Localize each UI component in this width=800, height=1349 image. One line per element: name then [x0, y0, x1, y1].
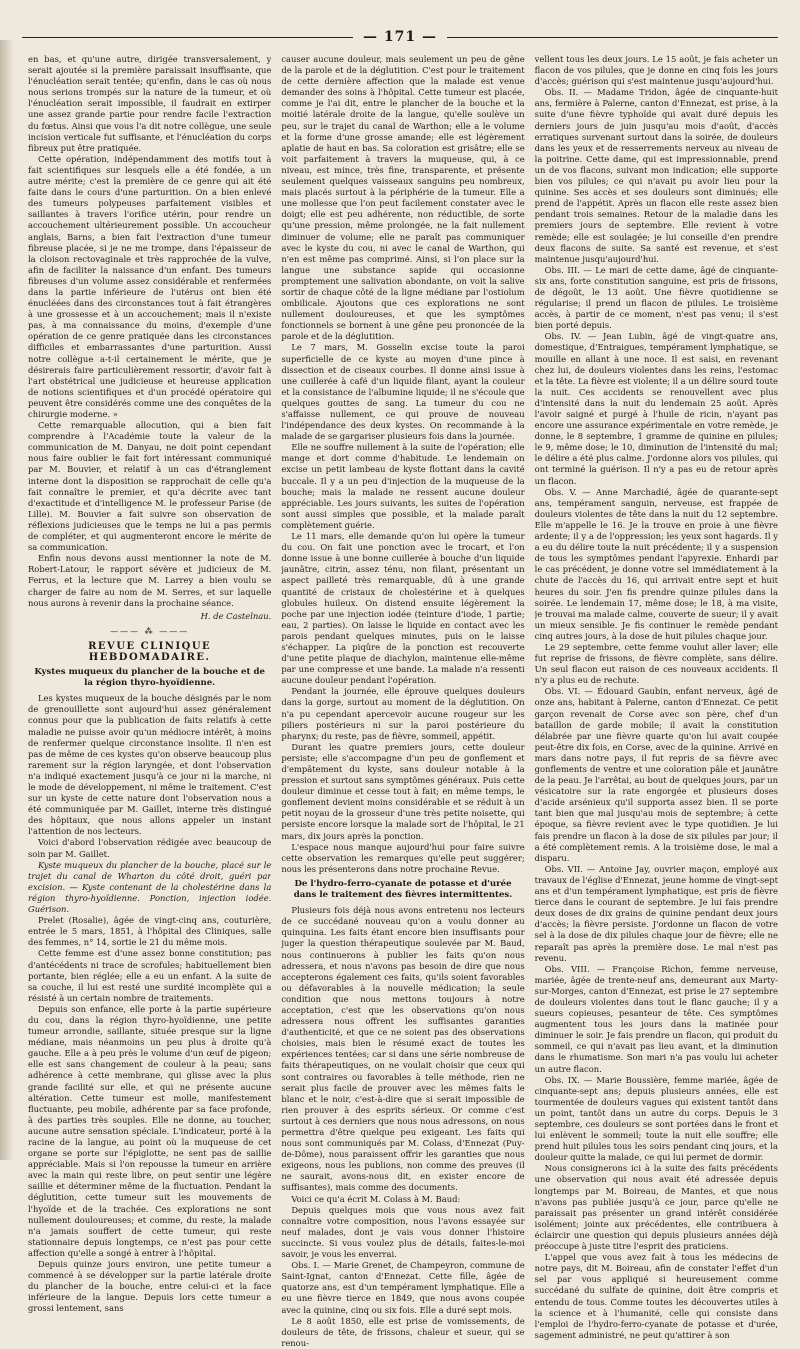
paragraph: Obs. I. — Marie Grenet, de Champeyron, commune de Saint-Ignat, canton d'Ennezat. Cette fille, âgée de quatorze ans, est d'un tempérament lymphatique. Elle a eu une fièvre tierce en 1849, que nous avons coupée avec la quinine, cinq ou six fois. Elle a duré sept mois. — [281, 1260, 525, 1315]
paragraph: Cette remarquable allocution, qui a bien fait comprendre à l'Académie toute la valeur de la communication de M. Danyau, ne doit point cependant nous faire oublier le fait fort intéressant communiqué par M. Bouvier, et relatif à un cas d'étranglement interne dont la disposition se rapprochait de celle qu'a fait connaître le premier, et qu'a décrite avec tant d'exactitude et d'intelligence M. le professeur Parise (de Lille). M. Bouvier a fait suivre son observation de réflexions judicieuses que le temps ne lui a pas permis de compléter, et qui augmenteront encore le mérite de sa communication. — [28, 420, 272, 553]
page-binding-shadow — [0, 40, 14, 1160]
paragraph: Elle ne souffre nullement à la suite de l'opération; elle mange et dort comme d'habitude. Le lendemain on excise un petit lambeau de kyste flottant dans la cavité buccale. Il y a un peu d'injection de la muqueuse de la bouche; mais la malade ne ressent aucune douleur appréciable. Les jours suivants, les suites de l'opération sont aussi simples que possible, et la malade paraît complètement guérie. — [281, 442, 525, 530]
column-left — [12, 54, 271, 1349]
paragraph: Nous consignerons ici à la suite des faits précédents une observation qui nous avait été adressée depuis longtemps par M. Boireau, de Mantes, et que nous n'avons pas publiée jusqu'à ce jour, parce qu'elle ne paraissait pas présenter un grand intérêt considérée isolément; jointe aux précédentes, elle contribuera à éclaircir une question qui depuis plusieurs années déjà préoccupe à juste titre l'esprit des praticiens. — [534, 1163, 778, 1252]
paragraph: en bas, et qu'une autre, dirigée transversalement, y serait ajoutée si la première paraissait insuffisante, que l'énucléation serait tentée; qu'enfin, dans le cas où nous nous serions trompés sur la nature de la tumeur, et où l'énucléation serait impossible, il faudrait en extirper une assez grande partie pour rendre facile l'extraction du fœtus. Ainsi que vous l'a dit notre collègue, une seule incision verticale fut suffisante, et l'énucléation du corps fibreux put être pratiquée. — [28, 54, 272, 153]
paragraph: L'appel que vous avez fait à tous les médecins de notre pays, dit M. Boireau, afin de constater l'effet d'un sel par vous appliqué si heureusement comme succédané du sulfate de quinine, doit être compris et entendu de tous. Comme toutes les découvertes utiles à la science et à l'humanité, celle qui consiste dans l'emploi de l'hydro-ferro-cyanate de potasse et d'urée, sagement administré, ne peut qu'attirer à son — [534, 1252, 778, 1340]
paragraph: Obs. IX. — Marie Boussière, femme mariée, âgée de cinquante-sept ans; depuis plusieurs années, elle est tourmentée de douleurs vagues qui existent tantôt dans un point, tantôt dans un autre du corps. Depuis le 3 septembre, ces douleurs se sont portées dans le front et lui enlèvent le sommeil; toute la nuit elle souffre; elle prend huit pilules tous les soirs pendant cinq jours, et la douleur quitte la malade, ce qui lui permet de dormir. — [534, 1074, 778, 1163]
paragraph: Depuis quelques mois que vous nous avez fait connaître votre composition, nous l'avons essayée sur neuf malades, dont je vais vous donner l'histoire succincte. Si vous voulez plus de détails, faites-le-moi savoir, je vous les enverrai. — [281, 1204, 525, 1260]
paragraph: Enfin nous devons aussi mentionner la note de M. Robert-Latour, le rapport sévère et judicieux de M. Ferrus, et la lecture que M. Larrey a bien voulu se charger de faire au nom de M. Serres, et sur laquelle nous aurons à revenir dans la prochaine séance. — [28, 553, 272, 608]
paragraph: Obs. III. — Le mari de cette dame, âgé de cinquante-six ans, forte constitution sanguine, est pris de frissons, de dégoût, le 13 août. Une fièvre quotidienne se régularise; il prend un flacon de pilules. Le troisième accès, à partir de ce moment, n'est pas venu; il s'est bien porté depuis. — [534, 264, 778, 331]
paragraph: Obs. VII. — Antoine Jay, ouvrier maçon, employé aux travaux de l'église d'Ennezat, jeune homme de vingt-sept ans et d'un tempérament lymphatique, est pris de fièvre tierce dans le courant de septembre. Je lui fais prendre deux doses de dix grains de quinine pendant deux jours d'accès; la fièvre persiste. J'ordonne un flacon de votre sel à la dose de dix pilules chaque jour de fièvre; elle ne reparaît pas après la première dose. Le mal n'est pas revenu. — [534, 863, 778, 963]
article-title: De l'hydro-ferro-cyanate de potasse et d'urée dans le traitement des fièvres intermittentes. — [293, 878, 513, 900]
section-ornament: ——— ⁂ ——— — [110, 626, 190, 636]
paragraph: Cette femme est d'une assez bonne constitution; pas d'antécédents ni trace de scrofules; habituellement bien portante, bien réglée; elle a eu un enfant. A la suite de sa couche, il lui est resté une surdité incomplète qui a résisté à un certain nombre de traitements. — [28, 948, 272, 1003]
paragraph: Obs. V. — Anne Marchadié, âgée de quarante-sept ans, tempérament sanguin, nerveuse, est frappée de douleurs violentes de tête dans la nuit du 12 septembre. Elle m'appelle le 16. Je la trouve en proie à une fièvre ardente; il y a de l'oppression; les yeux sont hagards. Il y a eu du délire toute la nuit précédente; il y a suspension de tous les symptômes pendant l'apyrexie. Enhardi par le cas précédent, je donne votre sel immédiatement à la chute de l'accès du 16, qui arrivait entre sept et huit heures du soir. J'en fis prendre quinze pilules dans la soirée. Le lendemain 17, même dose; le 18, à ma visite, je trouvai ma malade calme, couverte de sueur; il y avait un mieux sensible. Je fis continuer le remède pendant cinq autres jours, à la dose de huit pilules chaque jour. — [534, 486, 778, 641]
paragraph: Le 11 mars, elle demande qu'on lui opère la tumeur du cou. On fait une ponction avec le trocart, et l'on donne issue à une bonne cuillerée à bouche d'un liquide jaunâtre, citrin, assez ténu, non filant, présentant un aspect pailleté très remarquable, dû à une grande quantité de cristaux de cholestérine et à quelques globules huileux. On distend ensuite légèrement la poche par une injection iodée (teinture d'iode, 1 partie; eau, 2 parties). On laisse le liquide en contact avec les parois pendant quelques minutes, puis on le laisse s'échapper. La piqûre de la ponction est recouverte d'une petite plaque de diachylon, maintenue elle-même par une compresse et une bande. La malade n'a ressenti aucune douleur pendant l'opération. — [281, 531, 525, 686]
page-number: — 171 — — [363, 29, 437, 45]
paragraph: Plusieurs fois déjà nous avons entretenu nos lecteurs de ce succédané nouveau qu'on a voulu donner au quinquina. Les faits étant encore bien insuffisants pour juger la question thérapeutique soulevée par M. Baud, nous continuerons à publier les faits qu'on nous adressera, et nous n'avons pas besoin de dire que nous accepterons également ces faits, qu'ils soient favorables ou défavorables à la nouvelle médication; la seule condition que nous mettons toujours à notre acceptation, c'est que les observations qu'on nous adressera nous offrent les suffisantes garanties d'authenticité, et que ce ne soient pas des observations choisies, mais bien le résumé exact de toutes les expériences tentées; car si dans une série nombreuse de faits thérapeutiques, on ne voulait choisir que ceux qui sont contraires ou favorables à telle méthode, rien ne serait plus facile de prouver avec les mêmes faits le blanc et le noir, c'est-à-dire que si serait impossible de rien prouver à des esprits sérieux. Or comme c'est surtout à ces derniers que nous nous adressons, on nous permettra d'être quelque peu exigeant. Les faits qui nous sont communiqués par M. Colass, d'Ennezat (Puy-de-Dôme), nous paraissent offrir les garanties que nous exigeons, nous les publions, non comme des preuves (il ne saurait, avons-nous dit, en exister encore de suffisantes), mais comme des documents. — [281, 905, 525, 1193]
paragraph: Pendant la journée, elle éprouve quelques douleurs dans la gorge, surtout au moment de la déglutition. On n'a pu cependant apercevoir aucune rougeur sur les piliers postérieurs ni sur la paroi postérieure du pharynx; du reste, pas de fièvre, sommeil, appétit. — [281, 686, 525, 741]
header-rule-right — [447, 37, 778, 38]
paragraph: Les kystes muqueux de la bouche désignés par le nom de grenouillette sont aujourd'hui assez généralement connus pour que la publication de faits relatifs à cette maladie ne puisse avoir qu'un médiocre intérêt, à moins de renfermer quelque circonstance insolite. Il n'en est pas de même de ces kystes qu'on observe beaucoup plus rarement sur la région laryngée, et dont l'observation n'a indiqué exactement jusqu'à ce jour ni la marche, ni le mode de développement, ni même le traitement. C'est sur un kyste de cette nature dont l'observation nous a été communiquée par M. Gaillet, interne très distingué des hôpitaux, que nous allons appeler un instant l'attention de nos lecteurs. — [28, 693, 272, 837]
page-header — [22, 26, 778, 48]
paragraph: Le 29 septembre, cette femme voulut aller laver; elle fut reprise de frissons, de fièvre complète, sans délire. Un seul flacon eut raison de ces nouveaux accidents. Il n'y a plus eu de rechute. — [534, 641, 778, 686]
paragraph: Depuis son enfance, elle porte à la partie supérieure du cou, dans la région thyro-hyoïdienne, une petite tumeur arrondie, saillante, située presque sur la ligne médiane, mais néanmoins un peu plus à droite qu'à gauche. Elle a à peu près le volume d'un œuf de pigeon; elle est sans changement de couleur à la peau; sans adhérence à cette membrane, qui glisse avec la plus grande facilité sur elle, et qui ne présente aucune altération. Cette tumeur est molle, manifestement fluctuante, peu mobile, adhérente par sa face profonde, à des parties très souples. Elle ne donne, au toucher, aucune autre sensation spéciale. L'indicateur, porté à la racine de la langue, au point où la muqueuse de cet organe se porte sur l'épiglotte, ne sent pas de saillie appréciable. Mais si l'on repousse la tumeur en arrière avec la main qui reste libre, on peut sentir une légère saillie et déterminer même de la fluctuation. Pendant la déglutition, cette tumeur suit les mouvements de l'hyoïde et de la trachée. Ces explorations ne sont nullement douloureuses; et comme, du reste, la malade n'a jamais souffert de cette tumeur, qui reste stationnaire depuis longtemps, ce n'est pas pour cette affection qu'elle a songé à entrer à l'hôpital. — [28, 1003, 272, 1258]
paragraph: Obs. VIII. — Françoise Richon, femme nerveuse, mariée, âgée de trente-neuf ans, demeurant aux Marty-sur-Morges, canton d'Ennezat, est prise le 27 septembre de douleurs violentes dans tout le flanc gauche; il y a sueurs copieuses, pesanteur de tête. Ces symptômes augmentent tous les jours dans la matinée pour diminuer le soir. Je fais prendre un flacon, qui produit du sommeil, ce qui n'avait pas lieu avant, et la diminution dans le rhumatisme. Son mari n'a pas voulu lui acheter un autre flacon. — [534, 963, 778, 1074]
paragraph: Voici ce qu'a écrit M. Colass à M. Baud: — [291, 1193, 461, 1204]
paragraph: causer aucune douleur, mais seulement un peu de gêne de la parole et de la déglutition. C'est pour le traitement de cette dernière affection que la malade est venue demander des soins à l'hôpital. Cette tumeur est placée, comme je l'ai dit, entre le plancher de la bouche et la moitié latérale droite de la langue, qu'elle soulève un peu, sur le trajet du canal de Warthon; elle a le volume et la forme d'une grosse amande; elle est légèrement aplatie de haut en bas. Sa coloration est grisâtre; elle se voit parfaitement à travers la muqueuse, qui, à ce niveau, est mince, très fine, transparente, et présente seulement quelques vaisseaux sanguins peu nombreux, mais placés surtout à la périphérie de la tumeur. Elle a une mollesse que l'on peut facilement constater avec le doigt; elle est peu adhérente, non réductible, de sorte qu'une pression, même prolongée, ne la fait nullement diminuer de volume; elle ne paraît pas communiquer avec le kyste du cou, ni avec le canal de Warthon, qui n'en est même pas comprimé. Ainsi, si l'on place sur la langue une substance sapide qui occasionne promptement une salivation abondante, on voit la salive sortir de chaque côté de la ligne médiane par l'ostiolum ombilicale. Ajoutons que ces explorations ne sont nullement douloureuses, et que les symptômes fonctionnels se bornent à une gêne peu prononcée de la parole et de la déglutition. — [281, 54, 525, 342]
paragraph: Durant les quatre premiers jours, cette douleur persiste; elle s'accompagne d'un peu de gonflement et d'empâtement du kyste, sans douleur notable à la pression et surtout sans symptômes généraux. Puis cette douleur diminue et cesse tout à fait; en même temps, le gonflement devient moins considérable et se réduit à un petit noyau de la grosseur d'une très petite noisette, qui persiste encore lorsque la malade sort de l'hôpital, le 21 mars, dix jours après la ponction. — [281, 741, 525, 841]
column-middle — [281, 54, 524, 1349]
paragraph: Depuis quinze jours environ, une petite tumeur a commencé à se développer sur la partie latérale droite du plancher de la bouche, entre celui-ci et la face inférieure de la langue. Depuis lors cette tumeur a grossi lentement, sans — [28, 1259, 272, 1314]
paragraph: vellent tous les deux jours. Le 15 août, je fais acheter un flacon de vos pilules, que je donne en cinq fois les jours d'accès; guérison qui s'est maintenue jusqu'aujourd'hui. — [534, 54, 778, 87]
paragraph: Obs. II. — Madame Tridon, âgée de cinquante-huit ans, fermière à Palerne, canton d'Ennezat, est prise, à la suite d'une fièvre typhoïde qui avait duré depuis les derniers jours de juin jusqu'au mois d'août, d'accès erratiques survenant surtout dans la soirée, de douleurs dans les yeux et de resserrements nerveux au niveau de la poitrine. Cette dame, qui est impressionnable, prend un de vos flacons, suivant mon indication; elle supporte bien vos pilules; ce qui n'avait pu avoir lieu pour la quinine. Ses accès et ses douleurs sont diminués; elle prend de l'appétit. Après un flacon elle reste assez bien pendant trois semaines. Retour de la maladie dans les premiers jours de septembre. Elle revient à votre remède; elle est soulagée; je lui conseille d'en prendre deux flacons de suite. Sa santé est revenue, et s'est maintenue jusqu'aujourd'hui. — [534, 87, 778, 264]
paragraph: L'espace nous manque aujourd'hui pour faire suivre cette observation les remarques qu'elle peut suggérer; nous les présenterons dans notre prochaine Revue. — [281, 841, 525, 874]
paragraph: Le 7 mars, M. Gosselin excise toute la paroi superficielle de ce kyste au moyen d'une pince à dissection et de ciseaux courbes. Il donne ainsi issue à une cuillerée à café d'un liquide filant, ayant la couleur et la consistance de l'albumine liquide; il ne s'écoule que quelques gouttes de sang. La tumeur du cou ne s'affaisse nullement, ce qui prouve de nouveau l'indépendance des deux kystes. On recommande à la malade de se gargariser plusieurs fois dans la journée. — [281, 342, 525, 442]
paragraph: Voici d'abord l'observation rédigée avec beaucoup de soin par M. Gaillet. — [28, 837, 272, 859]
author-signature: H. de Castelnau. — [200, 610, 272, 621]
paragraph: Prelet (Rosalie), âgée de vingt-cinq ans, couturière, entrée le 5 mars, 1851, à l'hôpital des Cliniques, salle des femmes, n° 14, sortie le 21 du même mois. — [28, 915, 272, 948]
observation-heading: Kyste muqueux du plancher de la bouche, placé sur le trajet du canal de Wharton du côté droit, guéri par excision. — Kyste contenant de la cholestérine dans la région thyro-hyoïdienne. Ponction, injection iodée. Guérison. — [28, 859, 272, 915]
section-title: REVUE CLINIQUE HEBDOMADAIRE. — [88, 640, 212, 663]
column-right — [535, 54, 778, 1349]
text-columns — [12, 54, 778, 1349]
paragraph: Obs. IV. — Jean Lubin, âgé de vingt-quatre ans, domestique, d'Entraigues, tempérament lymphatique, se mouille en allant à une noce. Il est saisi, en revenant chez lui, de douleurs violentes dans les reins, l'estomac et la tête. La fièvre est violente; il a un délire sourd toute la nuit. Ces accidents se renouvellent avec plus d'intensité dans la nuit du lendemain 25 août. Après l'avoir saigné et purgé à l'huile de ricin, n'ayant pas encore une assurance expérimentale en votre remède, je donne, le 8 septembre, 1 gramme de quinine en pilules; le 9, même dose; le 10, diminution de l'intensité du mal; le délire a été plus calme. J'ordonne alors vos pilules, qui ont terminé la guérison. Il n'y a pas eu de retour après un flacon. — [534, 331, 778, 486]
paragraph: Cette opération, indépendamment des motifs tout à fait scientifiques sur lesquels elle a été fondée, a un autre mérite; c'est la première de ce genre qui ait été faite dans le cours d'une parturition. On a bien enlevé des tumeurs polypeuses parfaitement visibles et saillantes à travers l'orifice utérin, pour rendre un accouchement ultérieurement possible. Un accoucheur anglais, Barns, a bien fait l'extraction d'une tumeur fibreuse placée, si je ne me trompe, dans l'épaisseur de la cloison rectovaginale et très rapprochée de la vulve, afin de faciliter la naissance d'un enfant. Des tumeurs fibreuses d'un volume assez considérable et renfermées dans la partie inférieure de l'utérus ont bien été énucléées dans des circonstances tout à fait étrangères à une grossesse et à un accouchement; mais il n'existe pas, à ma connaissance du moins, d'exemple d'une opération de ce genre pratiquée dans les circonstances difficiles et embarrassantes d'une parturition. Aussi notre collègue a-t-il certainement le mérite, que je désirerais faire particulièrement ressortir, d'avoir fait à l'art obstétrical une judicieuse et heureuse application de notions scientifiques et d'un procédé opératoire qui peuvent être considérés comme une des conquêtes de la chirurgie moderne. » — [28, 153, 272, 419]
article-title: Kystes muqueux du plancher de la bouche et de la région thyro-hyoïdienne. — [34, 667, 265, 688]
header-rule-left — [22, 37, 353, 38]
paragraph: Le 8 août 1850, elle est prise de vomissements, de douleurs de tête, de frissons, chaleur et sueur, qui se renou- — [281, 1315, 525, 1348]
paragraph: Obs. VI. — Édouard Gaubin, enfant nerveux, âgé de onze ans, habitant à Palerne, canton d'Ennezat. Ce petit garçon revenait de Corse avec son père, chef d'un bataillon de garde mobile; il avait la constitution délabrée par une fièvre quarte qu'on lui avait coupée peut-être dix fois, en Corse, avec de la quinine. Arrivé en mars dans notre pays, il fut repris de sa fièvre avec gonflements de ventre et une coloration pâle et jaunâtre de la peau. Je l'arrêtai, au bout de quelques jours, par un vésicatoire sur la rate engorgée et plusieurs doses d'acide arsénieux qu'il supporta assez bien. Il se porte tant bien que mal jusqu'au mois de septembre; à cette époque, sa fièvre revient avec le type quotidien. Je lui fais prendre un flacon à la dose de six pilules par jour; il a été complètement remis. A la troisième dose, le mal a disparu. — [534, 686, 778, 863]
